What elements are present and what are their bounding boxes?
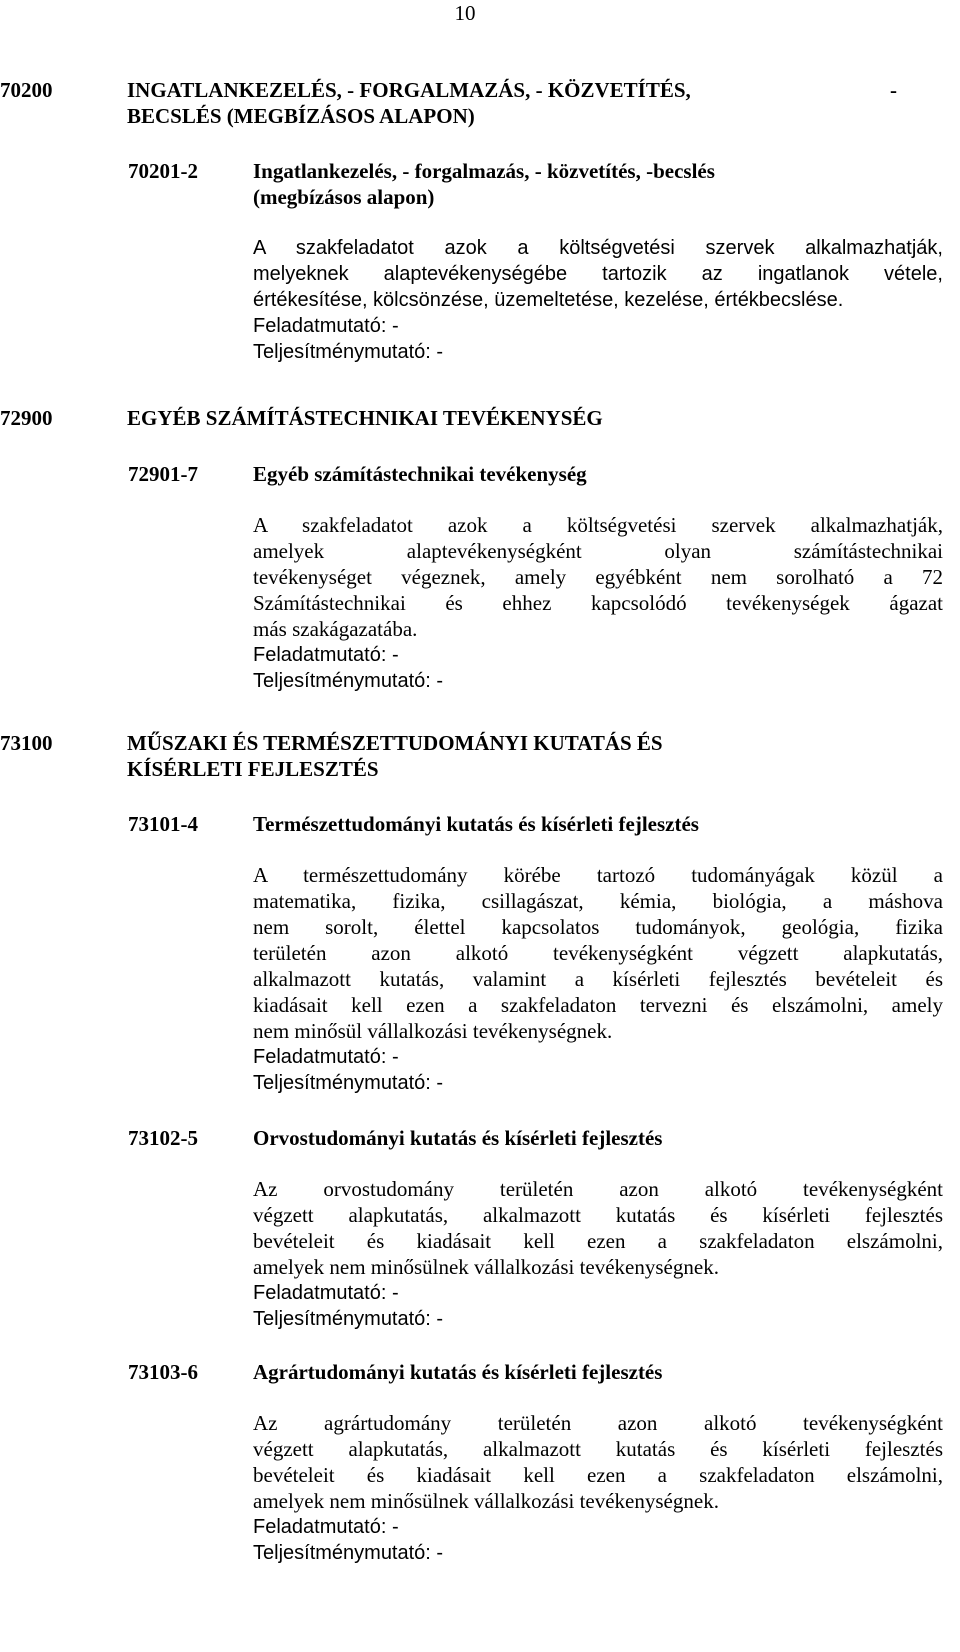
subsection-title-line: Ingatlankezelés, - forgalmazás, - közvetítés, -becslés xyxy=(253,159,715,183)
description-line: kiadásait kell ezen a szakfeladaton tervezni és elszámolni, amely xyxy=(253,993,943,1017)
description-line: Számítástechnikai és ehhez kapcsolódó tevékenységek ágazat xyxy=(253,591,943,615)
subsection-title xyxy=(253,158,943,210)
subsection-title xyxy=(253,1359,943,1385)
description-line: Az orvostudomány területén azon alkotó tevékenységként xyxy=(253,1177,943,1201)
subsection-description xyxy=(253,1410,943,1566)
section-title-line: INGATLANKEZELÉS, - FORGALMAZÁS, - KÖZVETÍTÉS, xyxy=(127,78,691,102)
description-line: bevételeit és kiadásait kell ezen a szakfeladaton elszámolni, xyxy=(253,1229,943,1253)
subsection-title-line: (megbízásos alapon) xyxy=(253,185,435,209)
subsection-code: 73101-4 xyxy=(128,812,198,836)
section-title-line: MŰSZAKI ÉS TERMÉSZETTUDOMÁNYI KUTATÁS ÉS xyxy=(127,731,663,755)
subsection-title-line: Egyéb számítástechnikai tevékenység xyxy=(253,462,587,486)
description-line: alkalmazott kutatás, valamint a kísérleti fejlesztés bevételeit és xyxy=(253,967,943,991)
section-code: 72900 xyxy=(0,406,53,430)
feladatmutato: Feladatmutató: - xyxy=(253,1516,399,1538)
subsection-code: 73103-6 xyxy=(128,1360,198,1384)
description-line: területén azon alkotó tevékenységként végzett alapkutatás, xyxy=(253,941,943,965)
subsection-title-line: Orvostudományi kutatás és kísérleti fejlesztés xyxy=(253,1126,663,1150)
subsection-title-line: Agrártudományi kutatás és kísérleti fejlesztés xyxy=(253,1360,663,1384)
section-title xyxy=(127,730,867,782)
teljesitmenymutato: Teljesítménymutató: - xyxy=(253,670,444,692)
description-line: amelyek nem minősülnek vállalkozási tevékenységnek. xyxy=(253,1255,719,1279)
description-line: amelyek alaptevékenységként olyan számítástechnikai xyxy=(253,539,943,563)
section-code: 73100 xyxy=(0,731,53,755)
description-line: A szakfeladatot azok a költségvetési szervek alkalmazhatják, xyxy=(253,513,943,537)
feladatmutato: Feladatmutató: - xyxy=(253,1046,399,1068)
subsection-description xyxy=(253,235,943,365)
section-title-dash: - xyxy=(890,78,897,102)
subsection-title-line: Természettudományi kutatás és kísérleti fejlesztés xyxy=(253,812,699,836)
subsection-code: 70201-2 xyxy=(128,159,198,183)
subsection-code: 72901-7 xyxy=(128,462,198,486)
subsection-description xyxy=(253,512,943,694)
description-line: értékesítése, kölcsönzése, üzemeltetése, kezelése, értékbecslése. xyxy=(253,289,844,311)
subsection-title xyxy=(253,461,943,487)
subsection-title xyxy=(253,1125,943,1151)
section-title xyxy=(127,77,867,129)
description-line: A szakfeladatot azok a költségvetési szervek alkalmazhatják, xyxy=(253,237,943,259)
feladatmutato: Feladatmutató: - xyxy=(253,644,399,666)
teljesitmenymutato: Teljesítménymutató: - xyxy=(253,1072,444,1094)
feladatmutato: Feladatmutató: - xyxy=(253,315,399,337)
section-title-line: BECSLÉS (MEGBÍZÁSOS ALAPON) xyxy=(127,104,475,128)
description-line: matematika, fizika, csillagászat, kémia, biológia, a máshova xyxy=(253,889,943,913)
teljesitmenymutato: Teljesítménymutató: - xyxy=(253,1308,444,1330)
subsection-description xyxy=(253,862,943,1096)
description-line: nem minősül vállalkozási tevékenységnek. xyxy=(253,1019,613,1043)
section-code: 70200 xyxy=(0,78,53,102)
section-title-line: EGYÉB SZÁMÍTÁSTECHNIKAI TEVÉKENYSÉG xyxy=(127,406,603,430)
description-line: végzett alapkutatás, alkalmazott kutatás és kísérleti fejlesztés xyxy=(253,1203,943,1227)
page-number: 10 xyxy=(454,1,476,25)
teljesitmenymutato: Teljesítménymutató: - xyxy=(253,1542,444,1564)
description-line: más szakágazatába. xyxy=(253,617,418,641)
description-line: nem sorolt, élettel kapcsolatos tudományok, geológia, fizika xyxy=(253,915,943,939)
description-line: bevételeit és kiadásait kell ezen a szakfeladaton elszámolni, xyxy=(253,1463,943,1487)
description-line: A természettudomány körébe tartozó tudományágak közül a xyxy=(253,863,943,887)
description-line: végzett alapkutatás, alkalmazott kutatás és kísérleti fejlesztés xyxy=(253,1437,943,1461)
description-line: amelyek nem minősülnek vállalkozási tevékenységnek. xyxy=(253,1489,719,1513)
section-title-line: KÍSÉRLETI FEJLESZTÉS xyxy=(127,757,379,781)
description-line: melyeknek alaptevékenységébe tartozik az ingatlanok vétele, xyxy=(253,263,943,285)
subsection-title xyxy=(253,811,943,837)
subsection-description xyxy=(253,1176,943,1332)
description-line: tevékenységet végeznek, amely egyébként nem sorolható a 72 xyxy=(253,565,943,589)
section-title xyxy=(127,405,867,431)
subsection-code: 73102-5 xyxy=(128,1126,198,1150)
teljesitmenymutato: Teljesítménymutató: - xyxy=(253,341,444,363)
feladatmutato: Feladatmutató: - xyxy=(253,1282,399,1304)
description-line: Az agrártudomány területén azon alkotó tevékenységként xyxy=(253,1411,943,1435)
